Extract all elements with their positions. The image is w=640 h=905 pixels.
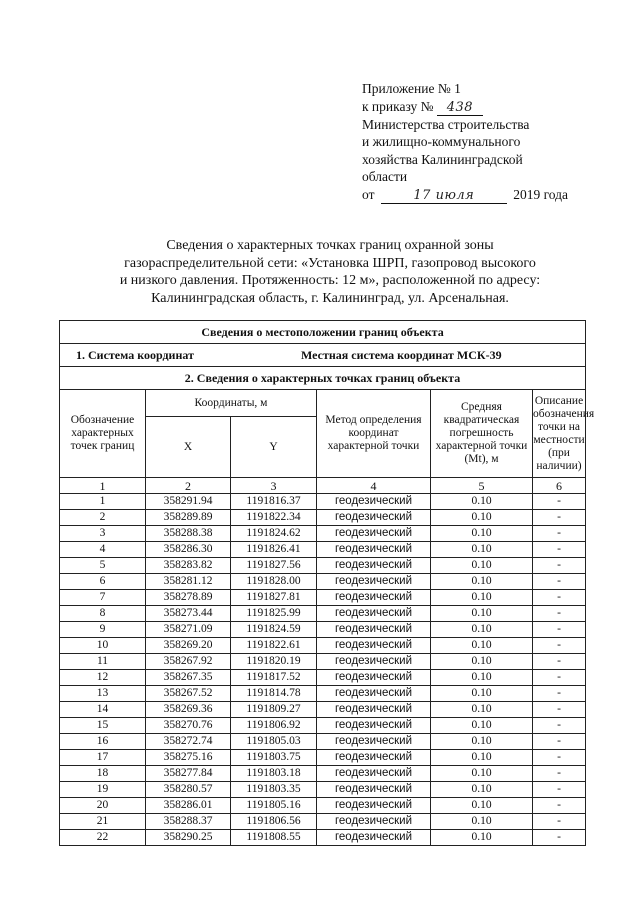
cell-coord-x: 358278.89	[146, 590, 231, 606]
order-number: 438	[437, 101, 483, 116]
cell-point-description: -	[533, 686, 586, 702]
table-row	[60, 718, 586, 734]
cell-point-id: 14	[60, 702, 146, 718]
cell-point-description: -	[533, 782, 586, 798]
cell-method: геодезический	[317, 590, 431, 606]
table-row	[60, 654, 586, 670]
coordinate-system-row	[60, 344, 586, 367]
cell-method: геодезический	[317, 766, 431, 782]
cell-coord-y: 1191806.56	[231, 814, 317, 830]
col-header-coords: Координаты, м	[146, 390, 317, 417]
cell-coord-y: 1191828.00	[231, 574, 317, 590]
cell-coord-x: 358275.16	[146, 750, 231, 766]
table-row	[60, 510, 586, 526]
column-number: 1	[60, 478, 146, 494]
cell-method: геодезический	[317, 782, 431, 798]
cell-method: геодезический	[317, 702, 431, 718]
cell-method: геодезический	[317, 638, 431, 654]
appendix-block	[362, 80, 602, 204]
cell-coord-x: 358288.38	[146, 526, 231, 542]
cell-coord-y: 1191803.35	[231, 782, 317, 798]
cell-method: геодезический	[317, 558, 431, 574]
cell-mean-error: 0.10	[431, 654, 533, 670]
column-numbers-row	[60, 478, 586, 494]
cell-point-description: -	[533, 526, 586, 542]
heading-line-2: газораспределительной сети: «Установка ШРП, газопровод высокого	[124, 255, 536, 271]
cell-mean-error: 0.10	[431, 510, 533, 526]
cell-point-id: 7	[60, 590, 146, 606]
heading-line-1: Сведения о характерных точках границ охранной зоны	[166, 238, 494, 253]
cell-method: геодезический	[317, 798, 431, 814]
cell-method: геодезический	[317, 654, 431, 670]
cell-point-description: -	[533, 814, 586, 830]
cell-mean-error: 0.10	[431, 686, 533, 702]
cell-point-id: 11	[60, 654, 146, 670]
table-row	[60, 750, 586, 766]
cell-point-id: 17	[60, 750, 146, 766]
coordinate-system-value: Местная система координат МСК-39	[301, 348, 502, 362]
cell-coord-x: 358267.52	[146, 686, 231, 702]
cell-method: геодезический	[317, 574, 431, 590]
col-header-method: Метод определения координат характерной точки	[317, 390, 431, 478]
cell-point-id: 20	[60, 798, 146, 814]
column-number: 3	[231, 478, 317, 494]
table-row	[60, 638, 586, 654]
cell-coord-x: 358272.74	[146, 734, 231, 750]
cell-coord-y: 1191809.27	[231, 702, 317, 718]
cell-point-id: 16	[60, 734, 146, 750]
col-header-x: X	[146, 417, 231, 478]
section-title: Сведения о местоположении границ объекта	[60, 321, 586, 344]
cell-method: геодезический	[317, 750, 431, 766]
cell-coord-x: 358280.57	[146, 782, 231, 798]
cell-coord-y: 1191827.81	[231, 590, 317, 606]
cell-coord-y: 1191805.03	[231, 734, 317, 750]
cell-point-description: -	[533, 574, 586, 590]
table-row	[60, 590, 586, 606]
cell-point-description: -	[533, 654, 586, 670]
cell-point-description: -	[533, 542, 586, 558]
cell-point-id: 22	[60, 830, 146, 846]
cell-method: геодезический	[317, 622, 431, 638]
cell-coord-x: 358286.01	[146, 798, 231, 814]
col-header-error: Средняя квадратическая погрешность характерной точки (Mt), м	[431, 390, 533, 478]
table-row	[60, 606, 586, 622]
cell-coord-y: 1191822.34	[231, 510, 317, 526]
date-line	[362, 186, 602, 204]
table-row	[60, 830, 586, 846]
cell-mean-error: 0.10	[431, 830, 533, 846]
cell-point-id: 1	[60, 494, 146, 510]
cell-coord-x: 358269.36	[146, 702, 231, 718]
coordinates-table	[59, 320, 595, 846]
cell-coord-x: 358270.76	[146, 718, 231, 734]
cell-coord-x: 358288.37	[146, 814, 231, 830]
cell-mean-error: 0.10	[431, 622, 533, 638]
cell-coord-y: 1191825.99	[231, 606, 317, 622]
cell-coord-x: 358271.09	[146, 622, 231, 638]
heading-line-4: Калининградская область, г. Калининград, ул. Арсенальная.	[151, 290, 509, 306]
table-row	[60, 542, 586, 558]
date-year: 2019 года	[513, 186, 569, 202]
table-row	[60, 622, 586, 638]
cell-point-id: 2	[60, 510, 146, 526]
cell-point-description: -	[533, 638, 586, 654]
cell-coord-y: 1191806.92	[231, 718, 317, 734]
cell-mean-error: 0.10	[431, 606, 533, 622]
date-prefix: от	[362, 186, 375, 202]
cell-method: геодезический	[317, 830, 431, 846]
cell-method: геодезический	[317, 670, 431, 686]
cell-point-id: 21	[60, 814, 146, 830]
cell-mean-error: 0.10	[431, 734, 533, 750]
cell-mean-error: 0.10	[431, 718, 533, 734]
cell-coord-x: 358281.12	[146, 574, 231, 590]
appendix-title: Приложение № 1	[362, 81, 461, 96]
cell-point-description: -	[533, 494, 586, 510]
cell-point-description: -	[533, 510, 586, 526]
order-line	[362, 98, 602, 116]
cell-method: геодезический	[317, 526, 431, 542]
cell-method: геодезический	[317, 814, 431, 830]
appendix-ministry-line-3: хозяйства Калининградской	[362, 151, 523, 167]
cell-coord-y: 1191814.78	[231, 686, 317, 702]
cell-point-id: 15	[60, 718, 146, 734]
cell-method: геодезический	[317, 686, 431, 702]
cell-point-id: 13	[60, 686, 146, 702]
cell-method: геодезический	[317, 542, 431, 558]
table-row	[60, 494, 586, 510]
cell-method: геодезический	[317, 510, 431, 526]
cell-mean-error: 0.10	[431, 638, 533, 654]
cell-mean-error: 0.10	[431, 670, 533, 686]
cell-coord-x: 358290.25	[146, 830, 231, 846]
cell-mean-error: 0.10	[431, 590, 533, 606]
cell-mean-error: 0.10	[431, 542, 533, 558]
cell-mean-error: 0.10	[431, 750, 533, 766]
cell-coord-y: 1191826.41	[231, 542, 317, 558]
cell-mean-error: 0.10	[431, 574, 533, 590]
cell-point-description: -	[533, 590, 586, 606]
column-number: 2	[146, 478, 231, 494]
cell-coord-x: 358289.89	[146, 510, 231, 526]
table-row	[60, 686, 586, 702]
cell-method: геодезический	[317, 734, 431, 750]
col-header-description: Описание обозначения точки на местности (при наличии)	[533, 390, 586, 478]
col-header-y: Y	[231, 417, 317, 478]
cell-coord-y: 1191824.62	[231, 526, 317, 542]
cell-point-description: -	[533, 750, 586, 766]
cell-coord-x: 358277.84	[146, 766, 231, 782]
col-header-point: Обозначение характерных точек границ	[60, 390, 146, 478]
cell-method: геодезический	[317, 606, 431, 622]
cell-mean-error: 0.10	[431, 798, 533, 814]
cell-coord-y: 1191820.19	[231, 654, 317, 670]
cell-point-id: 12	[60, 670, 146, 686]
cell-point-description: -	[533, 830, 586, 846]
cell-mean-error: 0.10	[431, 702, 533, 718]
cell-point-description: -	[533, 558, 586, 574]
cell-coord-x: 358283.82	[146, 558, 231, 574]
cell-coord-y: 1191827.56	[231, 558, 317, 574]
cell-mean-error: 0.10	[431, 526, 533, 542]
cell-mean-error: 0.10	[431, 558, 533, 574]
table-row	[60, 734, 586, 750]
cell-point-id: 5	[60, 558, 146, 574]
column-number: 5	[431, 478, 533, 494]
cell-mean-error: 0.10	[431, 814, 533, 830]
cell-point-id: 19	[60, 782, 146, 798]
cell-point-id: 9	[60, 622, 146, 638]
heading-line-3: и низкого давления. Протяженность: 12 м», расположенной по адресу:	[119, 273, 541, 288]
cell-coord-x: 358286.30	[146, 542, 231, 558]
table-row	[60, 526, 586, 542]
cell-point-description: -	[533, 766, 586, 782]
cell-mean-error: 0.10	[431, 494, 533, 510]
table-row	[60, 782, 586, 798]
appendix-ministry-line-1: Министерства строительства	[362, 116, 530, 132]
cell-point-description: -	[533, 702, 586, 718]
cell-coord-x: 358291.94	[146, 494, 231, 510]
appendix-ministry-line-4: области	[362, 169, 408, 184]
coordinate-system-label: 1. Система координат	[76, 348, 194, 362]
cell-point-description: -	[533, 622, 586, 638]
cell-point-description: -	[533, 718, 586, 734]
cell-point-id: 8	[60, 606, 146, 622]
cell-point-id: 6	[60, 574, 146, 590]
column-number: 4	[317, 478, 431, 494]
cell-coord-y: 1191824.59	[231, 622, 317, 638]
table-row	[60, 798, 586, 814]
cell-point-id: 4	[60, 542, 146, 558]
cell-coord-y: 1191816.37	[231, 494, 317, 510]
cell-point-id: 18	[60, 766, 146, 782]
cell-point-description: -	[533, 798, 586, 814]
cell-coord-x: 358269.20	[146, 638, 231, 654]
points-title: 2. Сведения о характерных точках границ объекта	[60, 367, 586, 390]
cell-coord-y: 1191822.61	[231, 638, 317, 654]
cell-coord-x: 358267.92	[146, 654, 231, 670]
cell-method: геодезический	[317, 718, 431, 734]
cell-point-description: -	[533, 606, 586, 622]
cell-point-description: -	[533, 670, 586, 686]
cell-coord-x: 358273.44	[146, 606, 231, 622]
column-number: 6	[533, 478, 586, 494]
cell-mean-error: 0.10	[431, 782, 533, 798]
handwritten-date: 17 июля	[381, 189, 507, 204]
cell-coord-y: 1191805.16	[231, 798, 317, 814]
cell-mean-error: 0.10	[431, 766, 533, 782]
appendix-ministry-line-2: и жилищно-коммунального	[362, 134, 521, 149]
cell-point-description: -	[533, 734, 586, 750]
table-row	[60, 702, 586, 718]
cell-coord-y: 1191803.75	[231, 750, 317, 766]
cell-coord-y: 1191803.18	[231, 766, 317, 782]
cell-point-id: 10	[60, 638, 146, 654]
cell-coord-x: 358267.35	[146, 670, 231, 686]
document-heading	[80, 237, 580, 307]
cell-coord-y: 1191817.52	[231, 670, 317, 686]
order-prefix: к приказу №	[362, 98, 434, 114]
table-row	[60, 574, 586, 590]
table-row	[60, 558, 586, 574]
table-row	[60, 670, 586, 686]
table-row	[60, 814, 586, 830]
cell-method: геодезический	[317, 494, 431, 510]
cell-point-id: 3	[60, 526, 146, 542]
table-row	[60, 766, 586, 782]
cell-coord-y: 1191808.55	[231, 830, 317, 846]
